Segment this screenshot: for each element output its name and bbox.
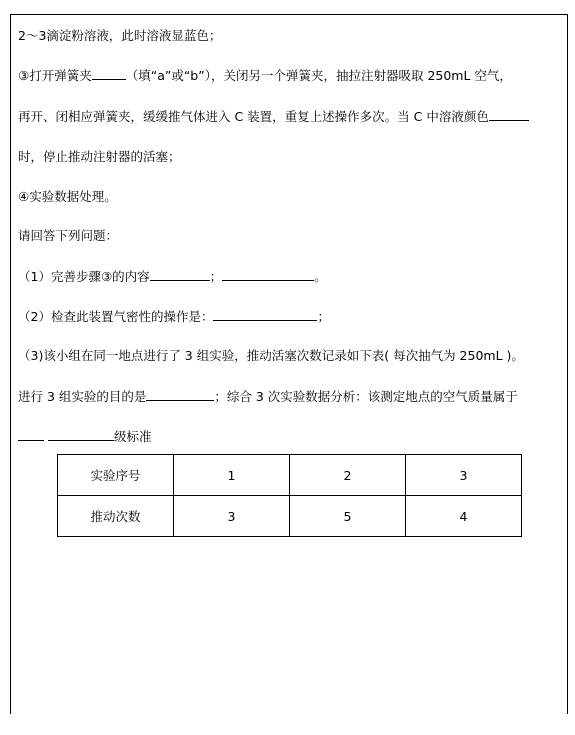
color-blank [489, 108, 529, 121]
q3-analysis-text: ；综合 3 次实验数据分析：该测定地点的空气质量属于 [214, 389, 518, 404]
question-3-cont [18, 388, 518, 405]
text-line-4 [18, 149, 181, 165]
question-intro: 请回答下列问题： [18, 228, 119, 243]
experiment-table [57, 454, 522, 537]
question-2 [18, 308, 330, 325]
table-cell: 3 [406, 455, 522, 496]
level-blank-1 [18, 428, 44, 441]
text-line-6 [18, 228, 118, 244]
table-cell: 4 [406, 496, 522, 537]
q1-end: 。 [314, 269, 327, 284]
level-blank-2 [48, 428, 114, 441]
q1-blank-1 [150, 268, 210, 281]
q3-purpose-blank [146, 388, 214, 401]
q2-blank [213, 308, 317, 321]
q1-blank-2 [222, 268, 314, 281]
table-cell: 5 [290, 496, 406, 537]
q2-end: ； [317, 309, 330, 324]
table-cell: 3 [174, 496, 290, 537]
step3-suffix: （填“a”或“b”），关闭另一个弹簧夹，抽拉注射器吸取 250mL 空气， [125, 68, 512, 83]
step3-prefix: ③打开弹簧夹 [18, 68, 92, 83]
table-row [58, 455, 522, 496]
table-cell: 推动次数 [58, 496, 174, 537]
table-row [58, 496, 522, 537]
table-cell: 1 [174, 455, 290, 496]
step4-text: ④实验数据处理。 [18, 189, 117, 204]
text-line-2 [18, 67, 512, 84]
text-line-3 [18, 108, 529, 125]
question-3 [18, 348, 524, 364]
question-1 [18, 268, 327, 285]
q3-text: （3)该小组在同一地点进行了 3 组实验，推动活塞次数记录如下表( 每次抽气为 250mL )。 [18, 348, 524, 363]
q1-sep: ； [209, 269, 223, 284]
level-text: 级标准 [114, 429, 152, 444]
q3-purpose-text: 进行 3 组实验的目的是 [18, 389, 147, 404]
text-line-5 [18, 189, 117, 205]
q2-text: （2）检查此装置气密性的操作是： [18, 309, 214, 324]
line-3-text: 再开、闭相应弹簧夹，缓缓推气体进入 C 装置，重复上述操作多次。当 C 中溶液颜色 [18, 109, 489, 124]
line-4-text: 时，停止推动注射器的活塞； [18, 149, 181, 164]
question-3-level [18, 428, 152, 445]
table-cell: 实验序号 [58, 455, 174, 496]
table-cell: 2 [290, 455, 406, 496]
step3-blank [92, 67, 126, 80]
line-1-text: 2～3滴淀粉溶液，此时溶液显蓝色； [18, 28, 222, 43]
q1-text: （1）完善步骤③的内容 [18, 269, 150, 284]
text-line-1 [18, 28, 221, 44]
